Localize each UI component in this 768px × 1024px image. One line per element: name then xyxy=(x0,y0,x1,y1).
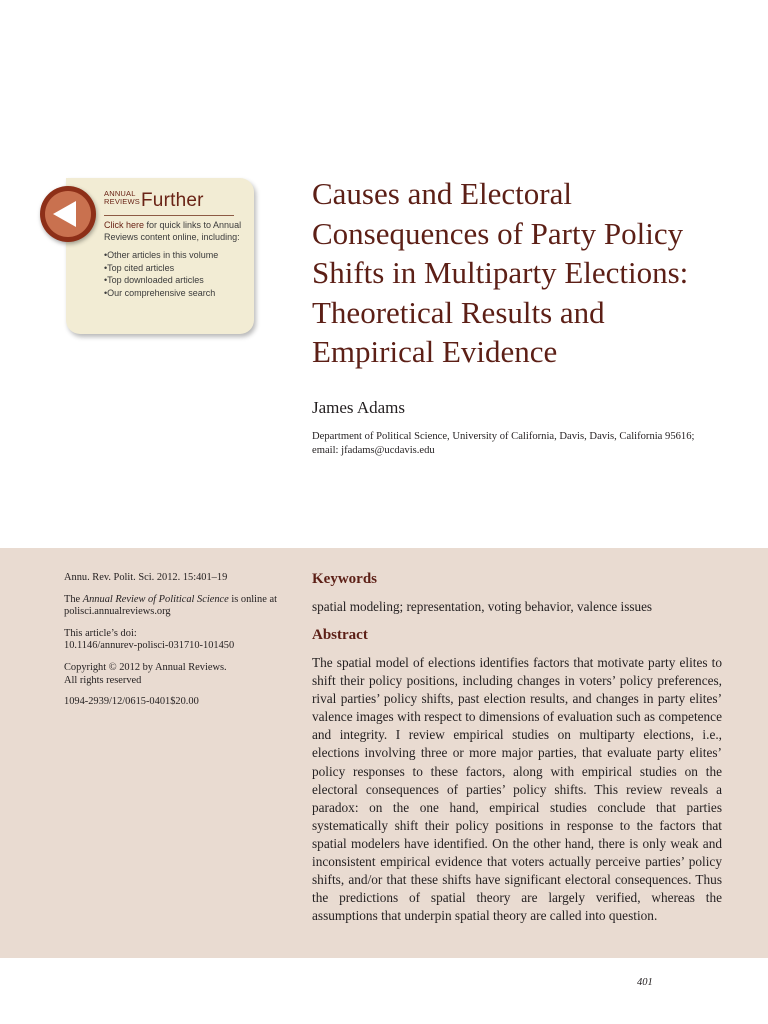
author-name: James Adams xyxy=(312,398,406,417)
further-item-top-cited[interactable]: • Top cited articles xyxy=(104,262,244,275)
citation: Annu. Rev. Polit. Sci. 2012. 15:401–19 xyxy=(64,572,228,583)
author-email[interactable]: email: jfadams@ucdavis.edu xyxy=(312,445,435,456)
copyright: Copyright © 2012 by Annual Reviews. All rights reserved xyxy=(64,661,227,686)
back-arrow-icon[interactable] xyxy=(40,186,96,242)
annual-reviews-logo: ANNUAL REVIEWS xyxy=(104,189,140,206)
author-affiliation: Department of Political Science, University of California, Davis, Davis, California 95616; email: jfadams@ucdavis.edu xyxy=(312,430,722,458)
further-list xyxy=(104,249,244,299)
further-item-top-downloaded[interactable]: • Top downloaded articles xyxy=(104,274,244,287)
further-title: Further xyxy=(141,190,204,211)
page-number: 401 xyxy=(637,977,653,988)
further-divider xyxy=(104,215,234,216)
online-note: The Annual Review of Political Science is online at polisci.annualreviews.org xyxy=(64,593,277,618)
keywords-heading: Keywords xyxy=(312,571,377,587)
issn: 1094-2939/12/0615-0401$20.00 xyxy=(64,696,199,708)
keywords-text: spatial modeling; representation, voting behavior, valence issues xyxy=(312,599,653,614)
abstract-heading: Abstract xyxy=(312,627,368,643)
article-metadata xyxy=(64,572,279,718)
further-item-search[interactable]: • Our comprehensive search xyxy=(104,287,244,300)
doi-block: This article’s doi: 10.1146/annurev-polisci-031710-101450 xyxy=(64,627,235,652)
article-title: Causes and Electoral Consequences of Party Policy Shifts in Multiparty Elections: Theoretical Results and Empirical Evidence xyxy=(312,176,689,369)
abstract-text: The spatial model of elections identifies factors that motivate party elites to shift their policy positions, including changes in voters’ policy preferences, rival parties’ policy shifts, past election results, and changes in party elites’ valence images with respect to dimensions of evaluation such as competence and integrity. I review empirical studies on multiparty elections, i.e., elections involving three or more major parties, that evaluate party elites’ policy responses to these factors, along with empirical studies on the electoral consequences of parties’ policy shifts. This review reveals a paradox: on the one hand, empirical studies conclude that parties systematically shift their policy positions in response to the factors that spatial modelers have identified. On the other hand, there is only weak and inconsistent empirical evidence that voters actually perceive parties’ policy shifts, and/or that these shifts have significant electoral consequences. Thus the predictions of spatial theory are largely verified, whereas the assumptions that underpin spatial theory are called into question. xyxy=(312,655,722,924)
further-item-other-articles[interactable]: • Other articles in this volume xyxy=(104,249,244,262)
doi-link[interactable]: 10.1146/annurev-polisci-031710-101450 xyxy=(64,640,235,652)
click-here-link[interactable]: Click here xyxy=(104,220,145,230)
further-text xyxy=(104,220,244,299)
further-intro: for quick links to Annual Reviews content online, including: xyxy=(104,220,242,242)
